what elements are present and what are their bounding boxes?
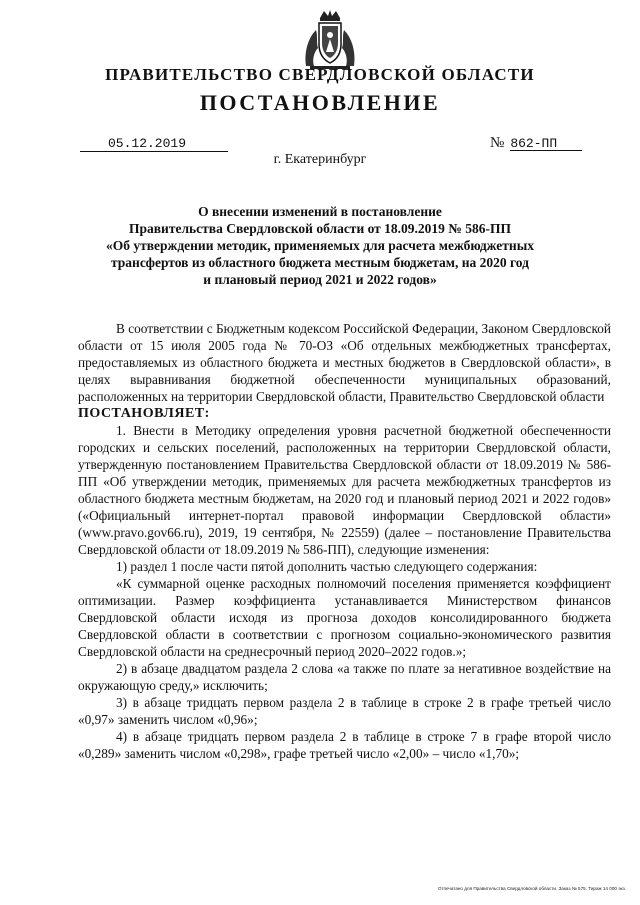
subject-line: Правительства Свердловской области от 18.09.2019 № 586-ПП [129,221,511,236]
intro-paragraph: В соответствии с Бюджетным кодексом Российской Федерации, Законом Свердловской области от 15 июля 2005 года № 70-ОЗ «Об отдельных межбюджетных трансфертах, предоставляемых из областного бюджета и местных бюджетов в Свердловской области», в целях выравнивания бюджетной обеспеченности муниципальных образований, расположенных на территории Свердловской области, Правительство Свердловской области [78,321,611,404]
document-date [80,136,228,152]
clause-1-paragraph: 1. Внести в Методику определения уровня расчетной бюджетной обеспеченности городских и сельских поселений, расположенных на территории Свердловской области, утвержденную постановлением Правительства Свердловской области от 18.09.2019 № 586-ПП «Об утверждении методик, применяемых для расчета межбюджетных трансфертов из областного бюджета местным бюджетам, на 2020 год и плановый период 2021 и 2022 годов» («Официальный интернет-портал правовой информации Свердловской области» (www.pravo.gov66.ru), 2019, 19 сентября, № 22559) (далее – постановление Правительства Свердловской области от 18.09.2019 № 586-ПП), следующие изменения: [78,423,611,557]
print-note: Отпечатано для Правительства Свердловской области. Заказ № 575. Тираж 14 000 экз. [437,886,626,891]
document-type: ПОСТАНОВЛЕНИЕ [199,90,441,115]
date-value: 05.12.2019 [108,136,187,151]
subject-line: «Об утверждении методик, применяемых для расчета межбюджетных [105,238,534,253]
number-underline [510,150,582,151]
number-value: 862-ПП [510,136,558,151]
document-number [490,134,582,152]
subject-line: и плановый период 2021 и 2022 годов» [203,272,437,287]
city-name: г. Екатеринбург [273,152,367,167]
number-sign: № [490,135,505,151]
item-3-paragraph: 3) в абзаце тридцать первом раздела 2 в таблице в строке 2 в графе третьей число «0,97» заменить числом «0,96»; [78,695,611,727]
item-4-paragraph: 4) в абзаце тридцать первом раздела 2 в таблице в строке 7 в графе второй число «0,289» заменить числом «0,298», графе третьей число «2,00» – число «1,70»; [78,729,611,761]
quoted-text-paragraph: «К суммарной оценке расходных полномочий поселения применяется коэффициент оптимизации. Размер коэффициента устанавливается Министерством финансов Свердловской области исходя из прогноза доходов консолидированного бюджета Свердловской области в соответствии с прогнозом социально-экономического развития Свердловской области на среднесрочный период 2020–2022 годов.»; [78,576,611,659]
decree-heading: ПОСТАНОВЛЯЕТ: [78,406,210,421]
item-2-paragraph: 2) в абзаце двадцатом раздела 2 слова «а также по плате за негативное воздействие на окружающую среду,» исключить; [78,661,611,693]
subject-line: О внесении изменений в постановление [198,204,442,219]
item-1-paragraph: 1) раздел 1 после части пятой дополнить частью следующего содержания: [116,559,538,574]
coat-of-arms-icon [300,8,360,70]
government-title: ПРАВИТЕЛЬСТВО СВЕРДЛОВСКОЙ ОБЛАСТИ [105,65,535,84]
document-subject [90,203,550,288]
subject-line: трансфертов из областного бюджета местным бюджетам, на 2020 год [111,255,529,270]
document-body [78,320,611,762]
